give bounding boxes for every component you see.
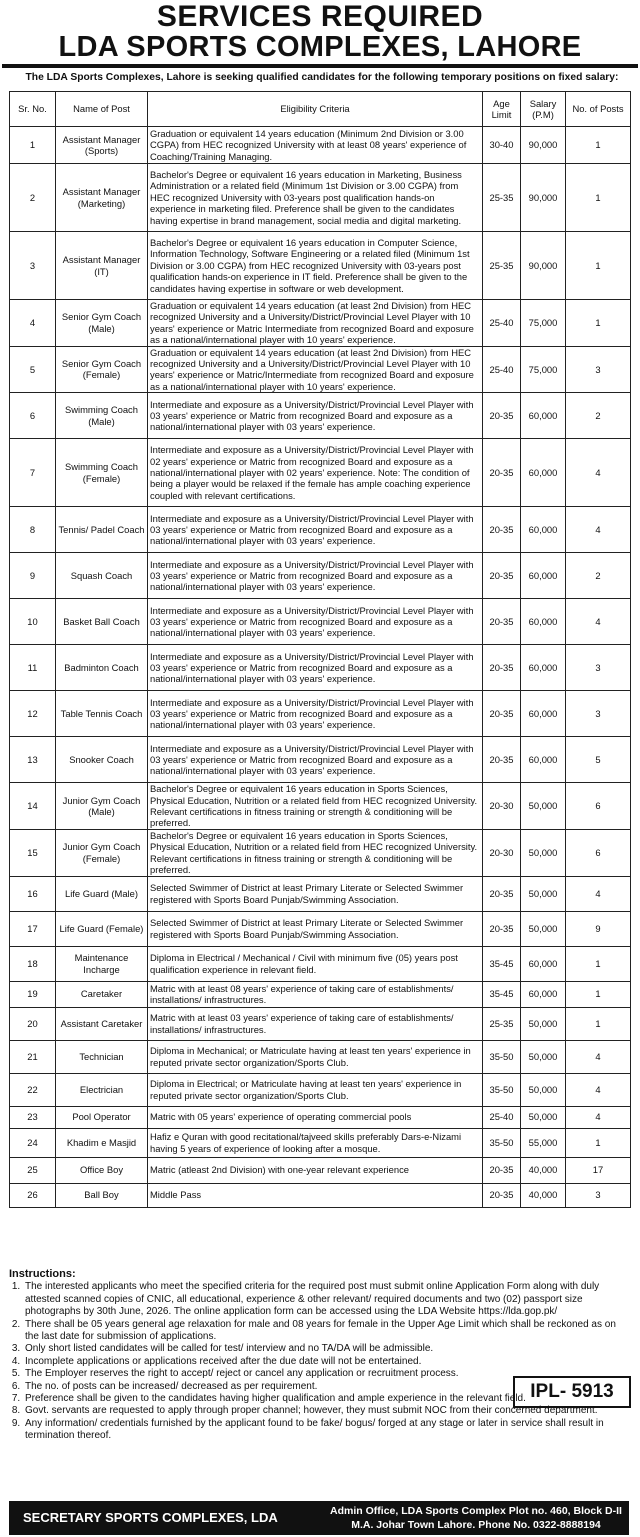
sr-no-cell: 10	[10, 599, 56, 645]
criteria-cell: Hafiz e Quran with good recitational/tajveed skills preferably Dars-e-Nizami having 5 years of experience of looking after a mosque.	[148, 1128, 483, 1157]
salary-cell: 90,000	[521, 232, 566, 300]
footer-address-line2: M.A. Johar Town Lahore. Phone No. 0322-8888194	[351, 1519, 601, 1531]
post-name-cell: Pool Operator	[56, 1106, 148, 1128]
posts-count-cell: 9	[566, 911, 631, 946]
age-limit-cell: 20-30	[483, 783, 521, 830]
criteria-cell: Intermediate and exposure as a University/District/Provincial Level Player with 03 years' experience or Matric from recognized Board and exposure as a national/international player with 03 years' experience.	[148, 393, 483, 439]
table-row	[10, 164, 631, 232]
table-row	[10, 553, 631, 599]
salary-cell: 60,000	[521, 946, 566, 981]
sr-no-cell: 4	[10, 300, 56, 347]
posts-count-cell: 4	[566, 1073, 631, 1106]
age-limit-cell: 20-35	[483, 691, 521, 737]
criteria-cell: Bachelor's Degree or equivalent 16 years education in Sports Sciences, Physical Education, Nutrition or a related field from HEC recognized University. Relevant certifications in fitness training or strength & conditioning will be preferred.	[148, 783, 483, 830]
sr-no-cell: 13	[10, 737, 56, 783]
sr-no-cell: 20	[10, 1007, 56, 1040]
age-limit-cell: 20-35	[483, 876, 521, 911]
post-name-cell: Assistant Manager (IT)	[56, 232, 148, 300]
header-posts: No. of Posts	[566, 92, 631, 127]
sr-no-cell: 11	[10, 645, 56, 691]
posts-count-cell: 1	[566, 981, 631, 1007]
post-name-cell: Caretaker	[56, 981, 148, 1007]
criteria-cell: Intermediate and exposure as a University/District/Provincial Level Player with 03 years' experience or Matric from recognized Board and exposure as a national/international player with 03 years' experience.	[148, 553, 483, 599]
age-limit-cell: 25-40	[483, 300, 521, 347]
criteria-cell: Intermediate and exposure as a University/District/Provincial Level Player with 03 years' experience or Matric from recognized Board and exposure as a national/international player with 03 years' experience.	[148, 645, 483, 691]
table-row	[10, 232, 631, 300]
salary-cell: 60,000	[521, 393, 566, 439]
post-name-cell: Badminton Coach	[56, 645, 148, 691]
table-row	[10, 599, 631, 645]
age-limit-cell: 20-35	[483, 1183, 521, 1207]
table-row	[10, 981, 631, 1007]
sr-no-cell: 2	[10, 164, 56, 232]
age-limit-cell: 25-35	[483, 1007, 521, 1040]
salary-cell: 50,000	[521, 1106, 566, 1128]
criteria-cell: Bachelor's Degree or equivalent 16 years education in Computer Science, Information Technology, Software Engineering or a related filed (Minimum 1st Division or 3.00 CGPA) from HEC recognized University with 03-years post qualification hands-on experience in IT field. Preference shall be given to the candidates having expertise in software or web development.	[148, 232, 483, 300]
post-name-cell: Technician	[56, 1040, 148, 1073]
salary-cell: 50,000	[521, 1040, 566, 1073]
salary-cell: 60,000	[521, 737, 566, 783]
posts-count-cell: 1	[566, 1128, 631, 1157]
salary-cell: 60,000	[521, 599, 566, 645]
posts-count-cell: 1	[566, 300, 631, 347]
salary-cell: 90,000	[521, 164, 566, 232]
sr-no-cell: 25	[10, 1157, 56, 1183]
posts-count-cell: 6	[566, 783, 631, 830]
age-limit-cell: 20-30	[483, 829, 521, 876]
header	[0, 2, 640, 85]
post-name-cell: Electrician	[56, 1073, 148, 1106]
sr-no-cell: 18	[10, 946, 56, 981]
posts-count-cell: 1	[566, 164, 631, 232]
instruction-item: 8. Govt. servants are requested to apply through proper channel; however, they must submit NOC from their concerned department.	[23, 1405, 629, 1417]
age-limit-cell: 20-35	[483, 393, 521, 439]
posts-count-cell: 1	[566, 1007, 631, 1040]
criteria-cell: Graduation or equivalent 14 years education (Minimum 2nd Division or 3.00 CGPA) from HEC recognized University with at least 08 years' experience of Coaching/Training Managing.	[148, 127, 483, 164]
header-salary: Salary (P.M)	[521, 92, 566, 127]
table-row	[10, 911, 631, 946]
salary-cell: 60,000	[521, 507, 566, 553]
table-row	[10, 393, 631, 439]
table-row	[10, 1157, 631, 1183]
posts-count-cell: 6	[566, 829, 631, 876]
sr-no-cell: 9	[10, 553, 56, 599]
salary-cell: 60,000	[521, 691, 566, 737]
salary-cell: 50,000	[521, 1073, 566, 1106]
age-limit-cell: 30-40	[483, 127, 521, 164]
criteria-cell: Graduation or equivalent 14 years education (at least 2nd Division) from HEC recognized University and a University/District/Provincial Level Player with 10 years' experience or Matric Intermediate from recognized Board and exposure as a national/international player with 10 years' experience.	[148, 300, 483, 347]
salary-cell: 50,000	[521, 783, 566, 830]
salary-cell: 50,000	[521, 911, 566, 946]
footer-address-line1: Admin Office, LDA Sports Complex Plot no. 460, Block D-II	[330, 1505, 622, 1517]
posts-count-cell: 4	[566, 507, 631, 553]
post-name-cell: Senior Gym Coach (Female)	[56, 346, 148, 393]
footer-address	[323, 1501, 629, 1535]
criteria-cell: Matric with at least 08 years' experience of taking care of establishments/ installations/ infrastructures.	[148, 981, 483, 1007]
sr-no-cell: 23	[10, 1106, 56, 1128]
post-name-cell: Junior Gym Coach (Male)	[56, 783, 148, 830]
instruction-item: 4. Incomplete applications or applications received after the due date will not be entertained.	[23, 1356, 499, 1368]
age-limit-cell: 25-40	[483, 346, 521, 393]
table-row	[10, 1128, 631, 1157]
criteria-cell: Matric with at least 03 years' experience of taking care of establishments/ installations/ infrastructures.	[148, 1007, 483, 1040]
instruction-item: 9. Any information/ credentials furnished by the applicant found to be fake/ bogus/ forged at any stage or later in service shall result in termination thereof.	[23, 1418, 629, 1443]
posts-count-cell: 17	[566, 1157, 631, 1183]
salary-cell: 50,000	[521, 1007, 566, 1040]
age-limit-cell: 20-35	[483, 737, 521, 783]
post-name-cell: Swimming Coach (Female)	[56, 439, 148, 507]
age-limit-cell: 35-45	[483, 946, 521, 981]
age-limit-cell: 25-35	[483, 232, 521, 300]
posts-count-cell: 3	[566, 691, 631, 737]
instructions-list	[9, 1281, 629, 1442]
salary-cell: 60,000	[521, 553, 566, 599]
footer	[9, 1501, 629, 1535]
table-row	[10, 507, 631, 553]
posts-count-cell: 3	[566, 1183, 631, 1207]
criteria-cell: Intermediate and exposure as a University/District/Provincial Level Player with 03 years' experience or Matric from recognized Board and exposure as a national/international player with 03 years' experience.	[148, 599, 483, 645]
salary-cell: 40,000	[521, 1157, 566, 1183]
post-name-cell: Life Guard (Male)	[56, 876, 148, 911]
header-age: Age Limit	[483, 92, 521, 127]
table-row	[10, 300, 631, 347]
posts-count-cell: 3	[566, 645, 631, 691]
page-subtitle: LDA SPORTS COMPLEXES, LAHORE	[2, 32, 638, 68]
instruction-item: 3. Only short listed candidates will be called for test/ interview and no TA/DA will be admissible.	[23, 1343, 629, 1355]
posts-count-cell: 2	[566, 553, 631, 599]
criteria-cell: Matric with 05 years' experience of operating commercial pools	[148, 1106, 483, 1128]
instruction-item: 6. The no. of posts can be increased/ decreased as per requirement.	[23, 1381, 629, 1393]
instruction-item: 7. Preference shall be given to the candidates having higher qualification and ample experience in the relevant field.	[23, 1393, 629, 1405]
age-limit-cell: 20-35	[483, 553, 521, 599]
salary-cell: 75,000	[521, 346, 566, 393]
header-criteria: Eligibility Criteria	[148, 92, 483, 127]
sr-no-cell: 21	[10, 1040, 56, 1073]
post-name-cell: Maintenance Incharge	[56, 946, 148, 981]
criteria-cell: Diploma in Mechanical; or Matriculate having at least ten years' experience in reputed private sector organization/Sports Club.	[148, 1040, 483, 1073]
table-row	[10, 946, 631, 981]
post-name-cell: Basket Ball Coach	[56, 599, 148, 645]
posts-count-cell: 1	[566, 232, 631, 300]
sr-no-cell: 5	[10, 346, 56, 393]
posts-count-cell: 3	[566, 346, 631, 393]
table-row	[10, 346, 631, 393]
table-row	[10, 127, 631, 164]
post-name-cell: Squash Coach	[56, 553, 148, 599]
intro-text: The LDA Sports Complexes, Lahore is seeking qualified candidates for the following temporary positions on fixed salary:	[25, 72, 619, 83]
sr-no-cell: 8	[10, 507, 56, 553]
table-row	[10, 439, 631, 507]
salary-cell: 50,000	[521, 829, 566, 876]
posts-count-cell: 4	[566, 599, 631, 645]
criteria-cell: Bachelor's Degree or equivalent 16 years education in Marketing, Business Administration or a related field (Minimum 1st Division or 3.00 CGPA) from HEC recognized University with 03-years post qualification hands-on experience in marketing filed. Preference shall be given to the candidates having expertise in brand management, social media and digital marketing.	[148, 164, 483, 232]
salary-cell: 90,000	[521, 127, 566, 164]
posts-count-cell: 4	[566, 1040, 631, 1073]
table-row	[10, 876, 631, 911]
footer-authority: SECRETARY SPORTS COMPLEXES, LDA	[23, 1510, 278, 1525]
table-row	[10, 737, 631, 783]
post-name-cell: Senior Gym Coach (Male)	[56, 300, 148, 347]
table-row	[10, 1040, 631, 1073]
table-row	[10, 691, 631, 737]
instruction-item: 1. The interested applicants who meet the specified criteria for the required post must submit online Application Form along with duly attested scanned copies of CNIC, all educational, experience & other relevant/ required documents and two (02) passport size photographs by 30th June, 2026. The online application form can be accessed using the LDA Website https://lda.gop.pk/	[23, 1281, 629, 1318]
sr-no-cell: 22	[10, 1073, 56, 1106]
post-name-cell: Khadim e Masjid	[56, 1128, 148, 1157]
table-row	[10, 1106, 631, 1128]
sr-no-cell: 26	[10, 1183, 56, 1207]
posts-count-cell: 2	[566, 393, 631, 439]
salary-cell: 60,000	[521, 645, 566, 691]
sr-no-cell: 12	[10, 691, 56, 737]
posts-count-cell: 4	[566, 439, 631, 507]
sr-no-cell: 14	[10, 783, 56, 830]
age-limit-cell: 20-35	[483, 911, 521, 946]
criteria-cell: Matric (atleast 2nd Division) with one-year relevant experience	[148, 1157, 483, 1183]
sr-no-cell: 16	[10, 876, 56, 911]
age-limit-cell: 35-50	[483, 1040, 521, 1073]
posts-count-cell: 4	[566, 876, 631, 911]
table-header-row	[10, 92, 631, 127]
age-limit-cell: 20-35	[483, 599, 521, 645]
table-row	[10, 1183, 631, 1207]
post-name-cell: Office Boy	[56, 1157, 148, 1183]
criteria-cell: Diploma in Electrical; or Matriculate having at least ten years' experience in reputed private sector organization/Sports Club.	[148, 1073, 483, 1106]
header-post: Name of Post	[56, 92, 148, 127]
criteria-cell: Intermediate and exposure as a University/District/Provincial Level Player with 03 years' experience or Matric from recognized Board and exposure as a national/international player with 03 years' experience.	[148, 507, 483, 553]
age-limit-cell: 20-35	[483, 507, 521, 553]
post-name-cell: Table Tennis Coach	[56, 691, 148, 737]
criteria-cell: Selected Swimmer of District at least Primary Literate or Selected Swimmer registered with Sports Board Punjab/Swimming Association.	[148, 876, 483, 911]
criteria-cell: Intermediate and exposure as a University/District/Provincial Level Player with 02 years' experience or Matric from recognized Board and exposure as a national/international player with 02 years' experience. Note: The condition of being a player would be relaxed if the female has ample coaching experience coupled with relevant certifications.	[148, 439, 483, 507]
age-limit-cell: 35-50	[483, 1128, 521, 1157]
posts-count-cell: 4	[566, 1106, 631, 1128]
salary-cell: 75,000	[521, 300, 566, 347]
post-name-cell: Swimming Coach (Male)	[56, 393, 148, 439]
salary-cell: 60,000	[521, 981, 566, 1007]
age-limit-cell: 35-45	[483, 981, 521, 1007]
sr-no-cell: 15	[10, 829, 56, 876]
criteria-cell: Selected Swimmer of District at least Primary Literate or Selected Swimmer registered with Sports Board Punjab/Swimming Association.	[148, 911, 483, 946]
posts-count-cell: 1	[566, 127, 631, 164]
post-name-cell: Assistant Manager (Sports)	[56, 127, 148, 164]
sr-no-cell: 24	[10, 1128, 56, 1157]
salary-cell: 55,000	[521, 1128, 566, 1157]
sr-no-cell: 17	[10, 911, 56, 946]
criteria-cell: Middle Pass	[148, 1183, 483, 1207]
post-name-cell: Assistant Manager (Marketing)	[56, 164, 148, 232]
criteria-cell: Intermediate and exposure as a University/District/Provincial Level Player with 03 years' experience or Matric from recognized Board and exposure as a national/international player with 03 years' experience.	[148, 691, 483, 737]
posts-count-cell: 1	[566, 946, 631, 981]
salary-cell: 50,000	[521, 876, 566, 911]
jobs-table	[9, 91, 631, 1208]
sr-no-cell: 1	[10, 127, 56, 164]
post-name-cell: Life Guard (Female)	[56, 911, 148, 946]
ipl-number: IPL- 5913	[513, 1376, 631, 1408]
instruction-item: 5. The Employer reserves the right to accept/ reject or cancel any application or recruitment process.	[23, 1368, 499, 1380]
criteria-cell: Bachelor's Degree or equivalent 16 years education in Sports Sciences, Physical Education, Nutrition or a related field from HEC recognized University. Relevant certifications in fitness training or strength & conditioning will be preferred.	[148, 829, 483, 876]
criteria-cell: Intermediate and exposure as a University/District/Provincial Level Player with 03 years' experience or Matric from recognized Board and exposure as a national/international player with 03 years' experience.	[148, 737, 483, 783]
post-name-cell: Tennis/ Padel Coach	[56, 507, 148, 553]
criteria-cell: Graduation or equivalent 14 years education (at least 2nd Division) from HEC recognized University and a University/District/Provincial Level Player with 10 years' experience or Matric/Intermediate from recognized Board and exposure as a national/international player with 10 years' experience.	[148, 346, 483, 393]
table-row	[10, 829, 631, 876]
age-limit-cell: 20-35	[483, 1157, 521, 1183]
sr-no-cell: 3	[10, 232, 56, 300]
criteria-cell: Diploma in Electrical / Mechanical / Civil with minimum five (05) years post qualification experience in relevant field.	[148, 946, 483, 981]
age-limit-cell: 25-35	[483, 164, 521, 232]
age-limit-cell: 25-40	[483, 1106, 521, 1128]
posts-count-cell: 5	[566, 737, 631, 783]
table-row	[10, 783, 631, 830]
post-name-cell: Ball Boy	[56, 1183, 148, 1207]
header-sr-no: Sr. No.	[10, 92, 56, 127]
sr-no-cell: 19	[10, 981, 56, 1007]
sr-no-cell: 7	[10, 439, 56, 507]
instructions	[9, 1268, 629, 1443]
post-name-cell: Snooker Coach	[56, 737, 148, 783]
table-row	[10, 645, 631, 691]
post-name-cell: Junior Gym Coach (Female)	[56, 829, 148, 876]
age-limit-cell: 35-50	[483, 1073, 521, 1106]
sr-no-cell: 6	[10, 393, 56, 439]
table-row	[10, 1007, 631, 1040]
table-row	[10, 1073, 631, 1106]
age-limit-cell: 20-35	[483, 439, 521, 507]
salary-cell: 60,000	[521, 439, 566, 507]
age-limit-cell: 20-35	[483, 645, 521, 691]
instructions-heading: Instructions:	[9, 1268, 76, 1280]
page-title: SERVICES REQUIRED	[156, 0, 484, 33]
salary-cell: 40,000	[521, 1183, 566, 1207]
instruction-item: 2. There shall be 05 years general age relaxation for male and 08 years for female in the Upper Age Limit which shall be reckoned as on the last date for submission of applications.	[23, 1319, 629, 1344]
post-name-cell: Assistant Caretaker	[56, 1007, 148, 1040]
